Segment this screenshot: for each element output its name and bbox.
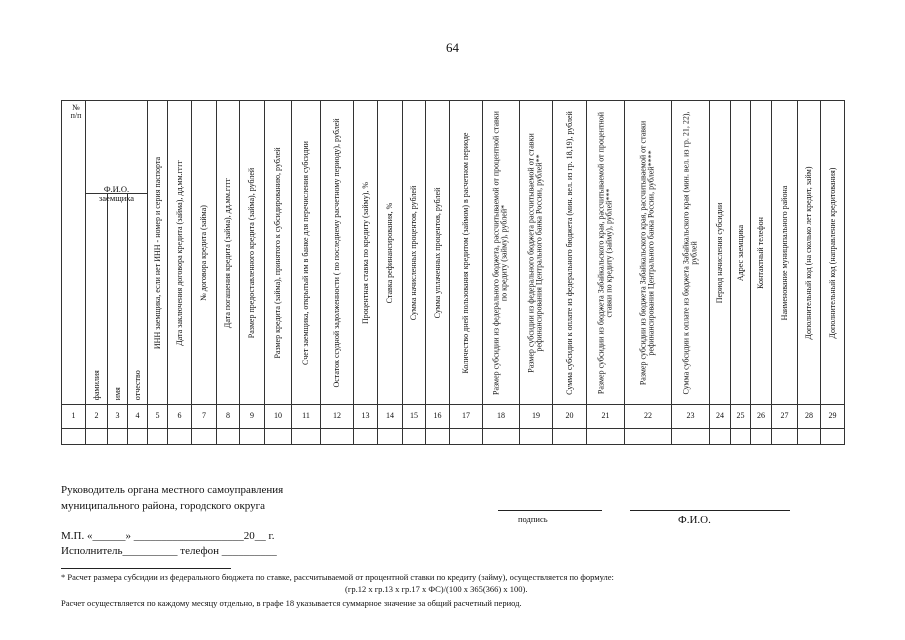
header-row-number: [62, 101, 86, 405]
header-col-13: [354, 101, 378, 405]
header-col-18: [483, 101, 520, 405]
header-col-17: [450, 101, 483, 405]
data-cell[interactable]: [426, 429, 450, 445]
signature-label: подпись: [518, 514, 548, 524]
column-number: 26: [751, 405, 772, 429]
column-number: 18: [483, 405, 520, 429]
column-header-label: № договора кредита (займа): [198, 204, 208, 301]
data-cell[interactable]: [321, 429, 354, 445]
column-number: 6: [168, 405, 192, 429]
column-number: 27: [772, 405, 798, 429]
data-cell[interactable]: [625, 429, 672, 445]
data-cell[interactable]: [798, 429, 821, 445]
header-col-9: [240, 101, 265, 405]
column-header-label: Период начисления субсидии: [714, 202, 724, 303]
data-cell[interactable]: [128, 429, 148, 445]
column-number: 15: [403, 405, 426, 429]
column-header-label: Размер предоставленного кредита (займа), рублей: [246, 167, 256, 338]
fio-line: [630, 510, 790, 511]
column-header-label: Счет заемщика, открытый им в банке для перечисления субсидии: [300, 140, 310, 365]
footnote-2: Расчет осуществляется по каждому месяцу отдельно, в графе 18 указывается суммарное значение за общий расчетный период.: [61, 598, 522, 608]
fio-group-label: Ф.И.О. заемщика: [98, 184, 135, 203]
column-number: 20: [553, 405, 587, 429]
column-number: 24: [710, 405, 731, 429]
header-col-20: [553, 101, 587, 405]
column-header-label: Сумма субсидии к оплате из бюджета Забайкальского края (мин. вел. из гр. 21, 22), рублей: [681, 111, 699, 395]
column-header-label: Размер субсидии из бюджета Забайкальского края, рассчитываемой от процентной ставки по кредиту (займу), рублей***: [596, 111, 614, 394]
column-header-label: Дата заключения договора кредита (займа), дд.мм.гггг: [174, 159, 184, 346]
data-cell[interactable]: [86, 429, 108, 445]
subsidy-register-table: [61, 100, 845, 445]
column-header-label: Сумма уплаченных процентов, рублей: [432, 187, 442, 318]
column-header-label: Размер субсидии из федерального бюджета рассчитываемой от ставки рефинансирования Центрального банка России, рублей**: [526, 132, 544, 373]
column-number: 5: [148, 405, 168, 429]
header-col-6: [168, 101, 192, 405]
column-header-label: Дополнительный код (на сколько лет кредит, займ): [803, 166, 813, 340]
header-col-23: [672, 101, 710, 405]
data-cell[interactable]: [148, 429, 168, 445]
column-header-label: Размер субсидии из федерального бюджета, рассчитываемой от процентной ставки по кредиту (займу), рублей*: [491, 110, 509, 395]
header-fio-patronymic: [128, 194, 148, 405]
page-number: 64: [446, 40, 459, 55]
column-header-label: Наименование муниципального района: [779, 185, 789, 320]
data-cell[interactable]: [217, 429, 240, 445]
column-number: 17: [450, 405, 483, 429]
column-number: 16: [426, 405, 450, 429]
column-header-label: Процентная ставка по кредиту (займу), %: [360, 181, 370, 324]
fio-sub-label: имя: [112, 386, 122, 400]
column-header-label: Сумма начисленных процентов, рублей: [408, 185, 418, 320]
fio-sub-label: фамилия: [91, 369, 101, 400]
header-col-5: [148, 101, 168, 405]
column-number: 8: [217, 405, 240, 429]
data-cell[interactable]: [403, 429, 426, 445]
data-cell[interactable]: [240, 429, 265, 445]
data-cell[interactable]: [354, 429, 378, 445]
column-header-label: ИНН заемщика, если нет ИНН - номер и серия паспорта: [152, 156, 162, 349]
column-header-label: Размер кредита (займа), принятого к субсидированию, рублей: [272, 146, 282, 359]
header-col-27: [772, 101, 798, 405]
footnote-separator: [61, 568, 231, 569]
header-col-7: [192, 101, 217, 405]
column-number: 10: [265, 405, 292, 429]
header-col-24: [710, 101, 731, 405]
data-cell[interactable]: [821, 429, 845, 445]
column-number: 4: [128, 405, 148, 429]
column-number: 25: [731, 405, 751, 429]
column-number: 29: [821, 405, 845, 429]
column-number: 7: [192, 405, 217, 429]
footnote-1: * Расчет размера субсидии из федерального бюджета по ставке, рассчитываемой от процентной ставки по кредиту (займу), осуществляется по формуле:: [61, 572, 614, 582]
data-cell[interactable]: [751, 429, 772, 445]
header-col-25: [731, 101, 751, 405]
header-col-26: [751, 101, 772, 405]
column-header-label: Дата погашения кредита (займа), дд.мм.гггг: [222, 177, 232, 328]
data-cell[interactable]: [731, 429, 751, 445]
column-number: 2: [86, 405, 108, 429]
data-cell[interactable]: [710, 429, 731, 445]
head-title-2: муниципального района, городского округа: [61, 500, 266, 512]
column-header-label: Адрес заемщика: [735, 224, 745, 281]
data-cell[interactable]: [553, 429, 587, 445]
data-cell[interactable]: [168, 429, 192, 445]
column-header-label: Размер субсидии из бюджета Забайкальского края, рассчитываемой от ставки рефинансирования Центрального банка России, рублей****: [638, 120, 656, 385]
column-number: 11: [292, 405, 321, 429]
data-cell[interactable]: [62, 429, 86, 445]
header-fio-name: [108, 194, 128, 405]
column-header-label: Ставка рефинансирования, %: [384, 202, 394, 303]
data-cell[interactable]: [378, 429, 403, 445]
column-number: 14: [378, 405, 403, 429]
column-number: 19: [520, 405, 553, 429]
header-col-19: [520, 101, 553, 405]
data-cell[interactable]: [192, 429, 217, 445]
row-number-label: № п/п: [70, 103, 82, 121]
column-number: 9: [240, 405, 265, 429]
header-fio-surname: [86, 194, 108, 405]
data-cell[interactable]: [265, 429, 292, 445]
fio-sub-label: отчество: [132, 369, 142, 400]
header-col-28: [798, 101, 821, 405]
column-number: 22: [625, 405, 672, 429]
data-cell[interactable]: [672, 429, 710, 445]
header-col-11: [292, 101, 321, 405]
column-header-label: Контактный телефон: [755, 216, 765, 289]
stamp-date-line: М.П. «______» ____________________20__ г.: [61, 530, 275, 542]
header-fio-group: [86, 101, 148, 203]
column-number: 1: [62, 405, 86, 429]
column-header-label: Дополнительный код (направление кредитования): [827, 167, 837, 338]
fio-label: Ф.И.О.: [678, 514, 711, 526]
header-col-14: [378, 101, 403, 405]
data-cell[interactable]: [772, 429, 798, 445]
data-cell[interactable]: [483, 429, 520, 445]
header-col-22: [625, 101, 672, 405]
signature-line: [498, 510, 602, 511]
data-cell[interactable]: [450, 429, 483, 445]
head-title-1: Руководитель органа местного самоуправления: [61, 484, 284, 496]
header-col-16: [426, 101, 450, 405]
header-col-15: [403, 101, 426, 405]
column-header-label: Количество дней пользования кредитом (займом) в расчетном периоде: [460, 132, 470, 373]
data-cell[interactable]: [108, 429, 128, 445]
header-col-10: [265, 101, 292, 405]
column-number: 3: [108, 405, 128, 429]
column-header-label: Сумма субсидии к оплате из федерального бюджета (мин. вел. из гр. 18,19), рублей: [564, 110, 574, 395]
footnote-1-formula: (гр.12 х гр.13 х гр.17 х ФС)/(100 х 365(366) х 100).: [345, 584, 528, 594]
column-number: 12: [321, 405, 354, 429]
column-header-label: Остаток ссудной задолженности ( по последнему расчетному периоду), рублей: [331, 117, 341, 388]
header-col-29: [821, 101, 845, 405]
column-number: 28: [798, 405, 821, 429]
data-cell[interactable]: [520, 429, 553, 445]
column-number: 21: [587, 405, 625, 429]
header-col-12: [321, 101, 354, 405]
header-col-8: [217, 101, 240, 405]
column-number: 23: [672, 405, 710, 429]
column-number: 13: [354, 405, 378, 429]
executor-line: Исполнитель__________ телефон __________: [61, 545, 277, 557]
header-col-21: [587, 101, 625, 405]
data-cell[interactable]: [292, 429, 321, 445]
data-cell[interactable]: [587, 429, 625, 445]
